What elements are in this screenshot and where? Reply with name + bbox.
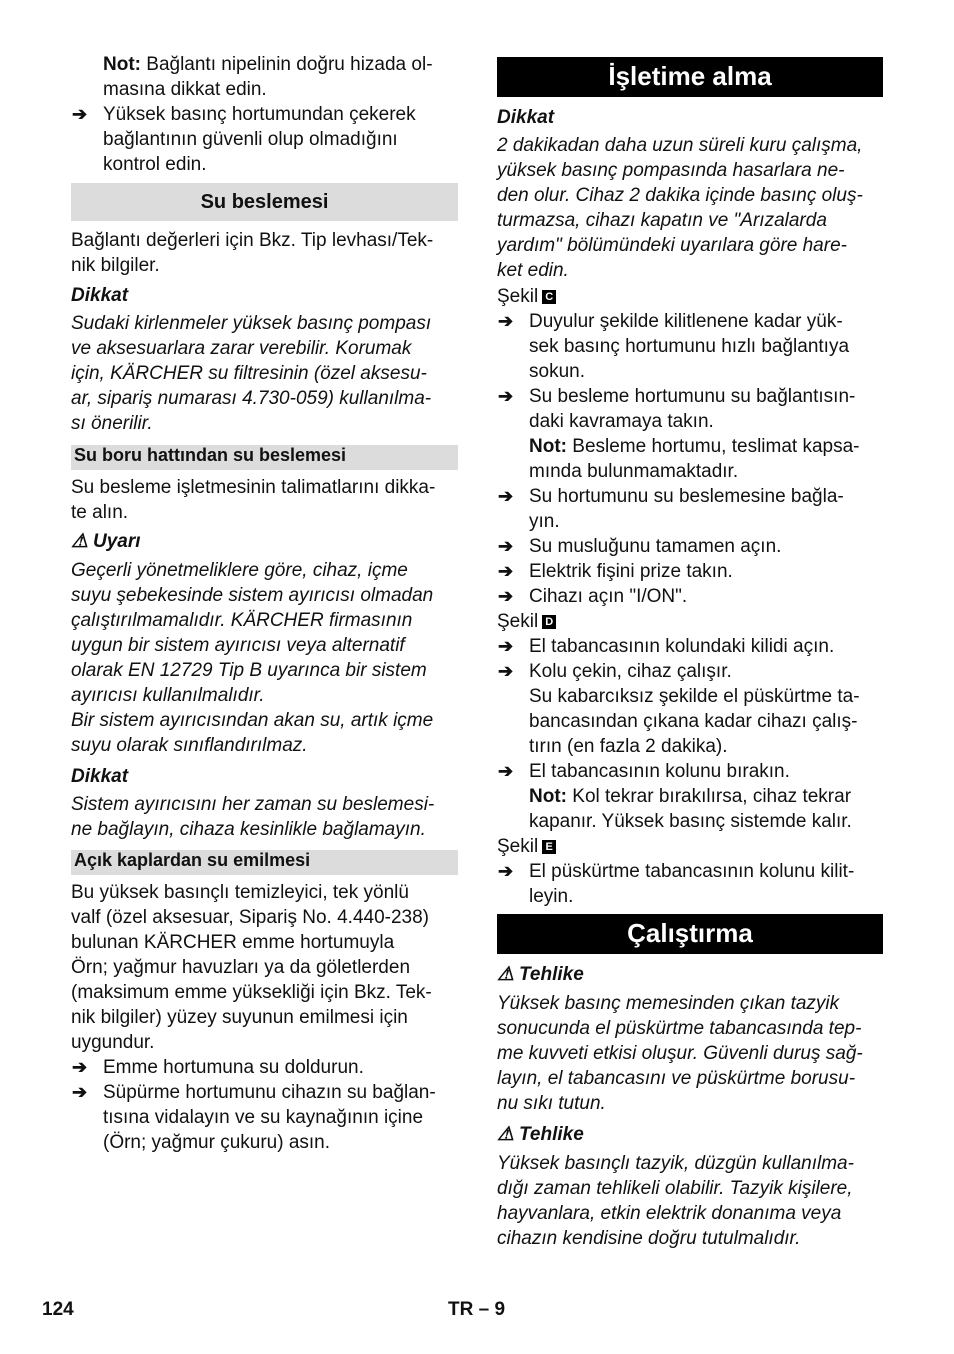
step-line: Su kabarcıksız şekilde el püskürtme ta-	[529, 686, 860, 707]
caution-line: ve aksesuarlara zarar verebilir. Korumak	[71, 338, 412, 359]
step-line: Su hortumunu su beslemesine bağla-	[529, 486, 844, 507]
step-line: bancasından çıkana kadar cihazı çalış-	[529, 711, 858, 732]
step-line: bağlantının güvenli olup olmadığını	[103, 129, 398, 150]
step-line: El tabancasının kolunu bırakın.	[529, 761, 790, 782]
subsection-heading: Su boru hattından su beslemesi	[74, 445, 347, 465]
warning-line: Geçerli yönetmeliklere göre, cihaz, içme	[71, 560, 408, 581]
page-language-label: TR – 9	[448, 1299, 506, 1320]
arrow-icon: ➔	[498, 761, 514, 781]
figure-ref: Şekil D	[497, 609, 556, 634]
text-line: nik bilgiler.	[71, 255, 160, 276]
caution-line: Sistem ayırıcısını her zaman su beslemesi-	[71, 794, 435, 815]
step-line: Duyulur şekilde kilitlenene kadar yük-	[529, 311, 843, 332]
step-line: El tabancasının kolundaki kilidi açın.	[529, 636, 835, 657]
caution-line: ar, sipariş numarası 4.730-059) kullanılma-	[71, 388, 432, 409]
caution-line: Sudaki kirlenmeler yüksek basınç pompası	[71, 313, 432, 334]
arrow-icon: ➔	[498, 311, 514, 331]
danger-line: Yüksek basınçlı tazyik, düzgün kullanılma-	[497, 1153, 854, 1174]
text-line: Örn; yağmur havuzları ya da göletlerden	[71, 957, 411, 978]
figure-c-icon: C	[542, 290, 556, 304]
danger-line: Yüksek basınç memesinden çıkan tazyik	[497, 993, 840, 1014]
danger-line: sonucunda el püskürtme tabancasında tep-	[497, 1018, 862, 1039]
step-line: tısına vidalayın ve su kaynağının içine	[103, 1107, 424, 1128]
step-line: Süpürme hortumunu cihazın su bağlan-	[103, 1082, 436, 1103]
text-line: Bağlantı değerleri için Bkz. Tip levhası/Tek-	[71, 230, 434, 251]
text-line: Su besleme işletmesinin talimatlarını dikka-	[71, 477, 436, 498]
text-line: bulunan KÄRCHER emme hortumuyla	[71, 932, 395, 953]
step-line: sek basınç hortumunu hızlı bağlantıya	[529, 336, 850, 357]
warning-line: olarak EN 12729 Tip B uyarınca bir sistem	[71, 660, 427, 681]
warning-triangle-icon: ⚠	[497, 964, 515, 985]
step-line: (Örn; yağmur çukuru) asın.	[103, 1132, 331, 1153]
step-line: Su besleme hortumunu su bağlantısın-	[529, 386, 856, 407]
warning-line: ayırıcısı kullanılmalıdır.	[71, 685, 265, 706]
page-number: 124	[42, 1299, 74, 1320]
warning-line: çalıştırılmamalıdır. KÄRCHER firmasının	[71, 610, 413, 631]
arrow-icon: ➔	[72, 104, 88, 124]
warning-line: suyu şebekesinde sistem ayırıcısı olmadan	[71, 585, 434, 606]
step-line: Cihazı açın "I/ON".	[529, 586, 688, 607]
caution-line: sı önerilir.	[71, 413, 153, 434]
note-line: Not: Kol tekrar bırakılırsa, cihaz tekrar	[529, 786, 852, 807]
caution-line: ket edin.	[497, 260, 569, 281]
caution-line: 2 dakikadan daha uzun süreli kuru çalışma,	[497, 135, 863, 156]
text-line: uygundur.	[71, 1032, 155, 1053]
step-line: sokun.	[529, 361, 585, 382]
warning-line: suyu olarak sınıflandırılmaz.	[71, 735, 308, 756]
arrow-icon: ➔	[498, 386, 514, 406]
figure-e-icon: E	[542, 840, 556, 854]
chapter-heading: Çalıştırma	[497, 914, 883, 954]
warning-triangle-icon: ⚠	[497, 1124, 515, 1145]
step-line: Yüksek basınç hortumundan çekerek	[103, 104, 416, 125]
note-line: mında bulunmamaktadır.	[529, 461, 739, 482]
step-line: daki kavramaya takın.	[529, 411, 714, 432]
step-line: Elektrik fişini prize takın.	[529, 561, 733, 582]
step-line: Su musluğunu tamamen açın.	[529, 536, 782, 557]
arrow-icon: ➔	[498, 586, 514, 606]
arrow-icon: ➔	[72, 1082, 88, 1102]
caution-line: ne bağlayın, cihaza kesinlikle bağlamayın.	[71, 819, 426, 840]
subsection-heading: Açık kaplardan su emilmesi	[74, 850, 311, 870]
step-line: El püskürtme tabancasının kolunu kilit-	[529, 861, 855, 882]
danger-line: me kuvveti etkisi oluşur. Güvenli duruş sağ-	[497, 1043, 863, 1064]
text-line: Bu yüksek basınçlı temizleyici, tek yönlü	[71, 882, 409, 903]
chapter-heading: İşletime alma	[497, 57, 883, 97]
arrow-icon: ➔	[498, 861, 514, 881]
arrow-icon: ➔	[498, 486, 514, 506]
caution-label: Dikkat	[71, 285, 129, 306]
figure-ref: Şekil C	[497, 284, 556, 309]
caution-line: turmazsa, cihazı kapatın ve "Arızalarda	[497, 210, 827, 231]
caution-line: yüksek basınç pompasında hasarlara ne-	[497, 160, 845, 181]
danger-line: nu sıkı tutun.	[497, 1093, 606, 1114]
note-line: Not: Besleme hortumu, teslimat kapsa-	[529, 436, 860, 457]
danger-line: hayvanlara, etkin elektrik donanıma veya	[497, 1203, 842, 1224]
step-line: yın.	[529, 511, 560, 532]
danger-line: dığı zaman tehlikeli olabilir. Tazyik kişilere,	[497, 1178, 853, 1199]
step-line: tırın (en fazla 2 dakika).	[529, 736, 728, 757]
step-line: Emme hortumuna su doldurun.	[103, 1057, 364, 1078]
danger-line: layın, el tabancasını ve püskürtme borusu-	[497, 1068, 856, 1089]
arrow-icon: ➔	[498, 636, 514, 656]
warning-line: uygun bir sistem ayırıcısı veya alternatif	[71, 635, 405, 656]
caution-label: Dikkat	[71, 766, 129, 787]
danger-label: ⚠ Tehlike	[497, 964, 584, 985]
text-line: (maksimum emme yüksekliği için Bkz. Tek-	[71, 982, 432, 1003]
warning-line: Bir sistem ayırıcısından akan su, artık içme	[71, 710, 434, 731]
arrow-icon: ➔	[498, 561, 514, 581]
section-heading: Su beslemesi	[200, 191, 329, 213]
note-line: masına dikkat edin.	[103, 79, 267, 100]
step-line: kontrol edin.	[103, 154, 207, 175]
caution-line: den olur. Cihaz 2 dakika içinde basınç oluş-	[497, 185, 863, 206]
text-line: nik bilgiler) yüzey suyunun emilmesi için	[71, 1007, 408, 1028]
arrow-icon: ➔	[498, 536, 514, 556]
text-line: valf (özel aksesuar, Sipariş No. 4.440-238)	[71, 907, 430, 928]
warning-label: ⚠ Uyarı	[71, 531, 141, 552]
figure-ref: Şekil E	[497, 834, 556, 859]
caution-line: yardım" bölümündeki uyarılara göre hare-	[497, 235, 847, 256]
step-line: leyin.	[529, 886, 574, 907]
caution-label: Dikkat	[497, 107, 555, 128]
danger-label: ⚠ Tehlike	[497, 1124, 584, 1145]
figure-d-icon: D	[542, 615, 556, 629]
note-line: Not: Bağlantı nipelinin doğru hizada ol-	[103, 54, 433, 75]
arrow-icon: ➔	[498, 661, 514, 681]
danger-line: cihazın kendisine doğru tutulmalıdır.	[497, 1228, 801, 1249]
arrow-icon: ➔	[72, 1057, 88, 1077]
step-line: Kolu çekin, cihaz çalışır.	[529, 661, 732, 682]
warning-triangle-icon: ⚠	[71, 531, 89, 552]
text-line: te alın.	[71, 502, 129, 523]
caution-line: için, KÄRCHER su filtresinin (özel aksesu-	[71, 363, 427, 384]
note-line: kapanır. Yüksek basınç sistemde kalır.	[529, 811, 852, 832]
